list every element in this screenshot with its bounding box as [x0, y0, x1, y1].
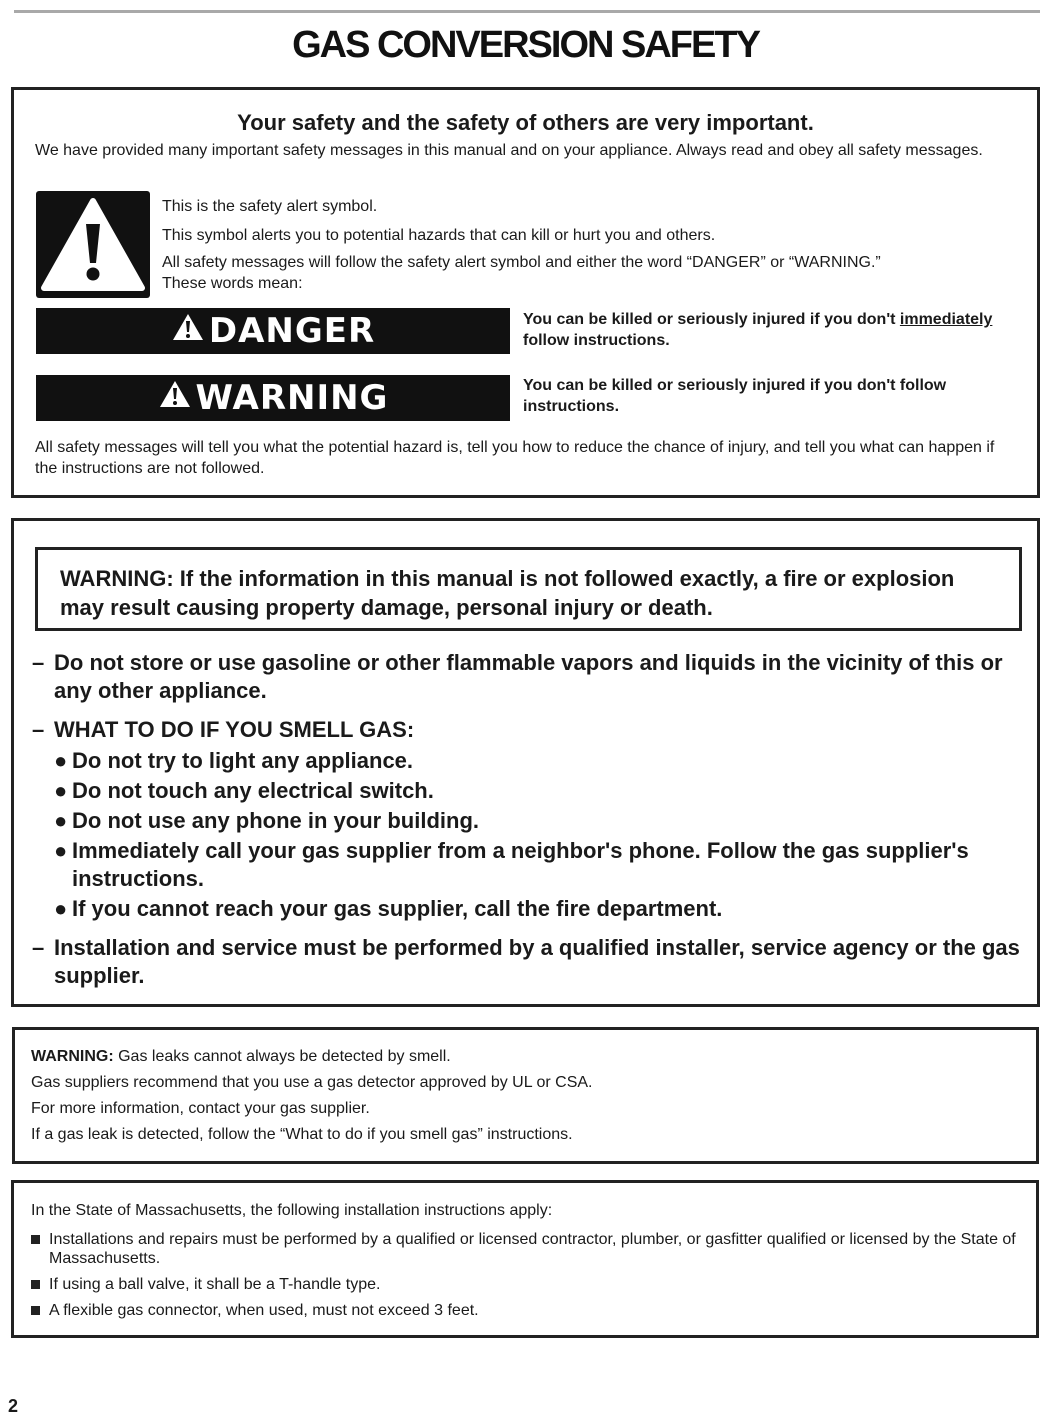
bullet-text: Do not use any phone in your building. [72, 808, 479, 833]
alert-line-4: These words mean: [162, 275, 303, 292]
list-item [31, 1301, 1021, 1320]
safety-heading: Your safety and the safety of others are very important. [237, 110, 814, 135]
instruction-item-2 [32, 716, 1022, 744]
instruction-item-3 [32, 934, 1022, 990]
bullet-marker: ● [54, 778, 68, 803]
smell-gas-bullet-list [54, 747, 1024, 925]
mass-item-text: If using a ball valve, it shall be a T-handle type. [49, 1276, 381, 1293]
warning-signal-bar [36, 375, 510, 421]
inner-warning-text: WARNING: If the information in this manual is not followed exactly, a fire or explosion may result causing property damage, personal injury or death. [60, 566, 955, 620]
massachusetts-list [31, 1230, 1021, 1327]
inner-warning-box [35, 547, 1022, 631]
warning-label: WARNING [195, 378, 389, 418]
square-bullet-icon [31, 1306, 40, 1315]
list-item [54, 807, 1024, 835]
leak-line-4: If a gas leak is detected, follow the “What to do if you smell gas” instructions. [31, 1126, 573, 1143]
bullet-text: Do not touch any electrical switch. [72, 778, 434, 803]
bullet-marker: ● [54, 808, 68, 833]
bullet-marker: ● [54, 748, 68, 773]
alert-line-1: This is the safety alert symbol. [162, 198, 378, 215]
leak-line-3: For more information, contact your gas supplier. [31, 1100, 370, 1117]
warning-alert-icon [158, 378, 192, 418]
warning-description: You can be killed or seriously injured if you don't follow instructions. [523, 377, 947, 415]
dash-marker: – [32, 717, 45, 742]
square-bullet-icon [31, 1235, 40, 1244]
danger-desc-part1: You can be killed or seriously injured if you don't [523, 311, 900, 328]
safety-intro-box [11, 87, 1040, 498]
list-item [54, 777, 1024, 805]
bullet-text: Immediately call your gas supplier from a neighbor's phone. Follow the gas supplier's instructions. [72, 838, 969, 891]
safety-intro-text: We have provided many important safety messages in this manual and on your appliance. Always read and obey all safety messages. [35, 142, 983, 159]
safety-footer-text: All safety messages will tell you what the potential hazard is, tell you how to reduce the chance of injury, and tell you what can happen if the instructions are not followed. [35, 439, 995, 477]
leak-line-2: Gas suppliers recommend that you use a gas detector approved by UL or CSA. [31, 1074, 593, 1091]
danger-label: DANGER [208, 311, 376, 351]
alert-line-2: This symbol alerts you to potential hazards that can kill or hurt you and others. [162, 227, 716, 244]
leak-line-1-text: Gas leaks cannot always be detected by smell. [113, 1048, 451, 1065]
page-title: GAS CONVERSION SAFETY [292, 24, 759, 66]
alert-symbol-explanation [162, 196, 1022, 294]
safety-alert-triangle-icon [36, 191, 150, 298]
bullet-marker: ● [54, 896, 68, 921]
danger-description [523, 309, 1028, 351]
mass-item-text: A flexible gas connector, when used, must not exceed 3 feet. [49, 1302, 479, 1319]
danger-alert-icon [171, 311, 205, 351]
top-rule [14, 10, 1040, 13]
instruction-item-1 [32, 649, 1022, 705]
leak-line-1 [31, 1046, 1011, 1067]
mass-item-text: Installations and repairs must be performed by a qualified or licensed contractor, plumber, or gasfitter qualified or licensed by the State of Massachusetts. [49, 1231, 1016, 1267]
danger-signal-bar [36, 308, 510, 354]
list-item [54, 837, 1024, 893]
alert-line-3: All safety messages will follow the safety alert symbol and either the word “DANGER” or “WARNING.” [162, 254, 881, 271]
list-item [54, 895, 1024, 923]
instruction-text-2: WHAT TO DO IF YOU SMELL GAS: [54, 717, 415, 742]
massachusetts-intro: In the State of Massachusetts, the following installation instructions apply: [31, 1202, 553, 1219]
danger-desc-part2: follow instructions. [523, 332, 670, 349]
leak-warning-label: WARNING: [31, 1048, 114, 1065]
list-item [31, 1275, 1021, 1294]
dash-marker: – [32, 935, 45, 960]
bullet-text: If you cannot reach your gas supplier, call the fire department. [72, 896, 723, 921]
instruction-text-3: Installation and service must be performed by a qualified installer, service agency or the gas supplier. [54, 935, 1020, 988]
square-bullet-icon [31, 1280, 40, 1289]
list-item [54, 747, 1024, 775]
bullet-marker: ● [54, 838, 68, 863]
dash-marker: – [32, 650, 45, 675]
list-item [31, 1230, 1021, 1268]
bullet-text: Do not try to light any appliance. [72, 748, 414, 773]
gas-leak-warning-box [12, 1027, 1039, 1164]
page-number: 2 [8, 1396, 19, 1416]
massachusetts-instructions-box [11, 1180, 1039, 1338]
fire-explosion-warning-box [11, 518, 1040, 1007]
instruction-text-1: Do not store or use gasoline or other flammable vapors and liquids in the vicinity of this or any other appliance. [54, 650, 1003, 703]
gas-leak-text [31, 1046, 1011, 1150]
danger-desc-underlined: immediately [899, 311, 993, 328]
